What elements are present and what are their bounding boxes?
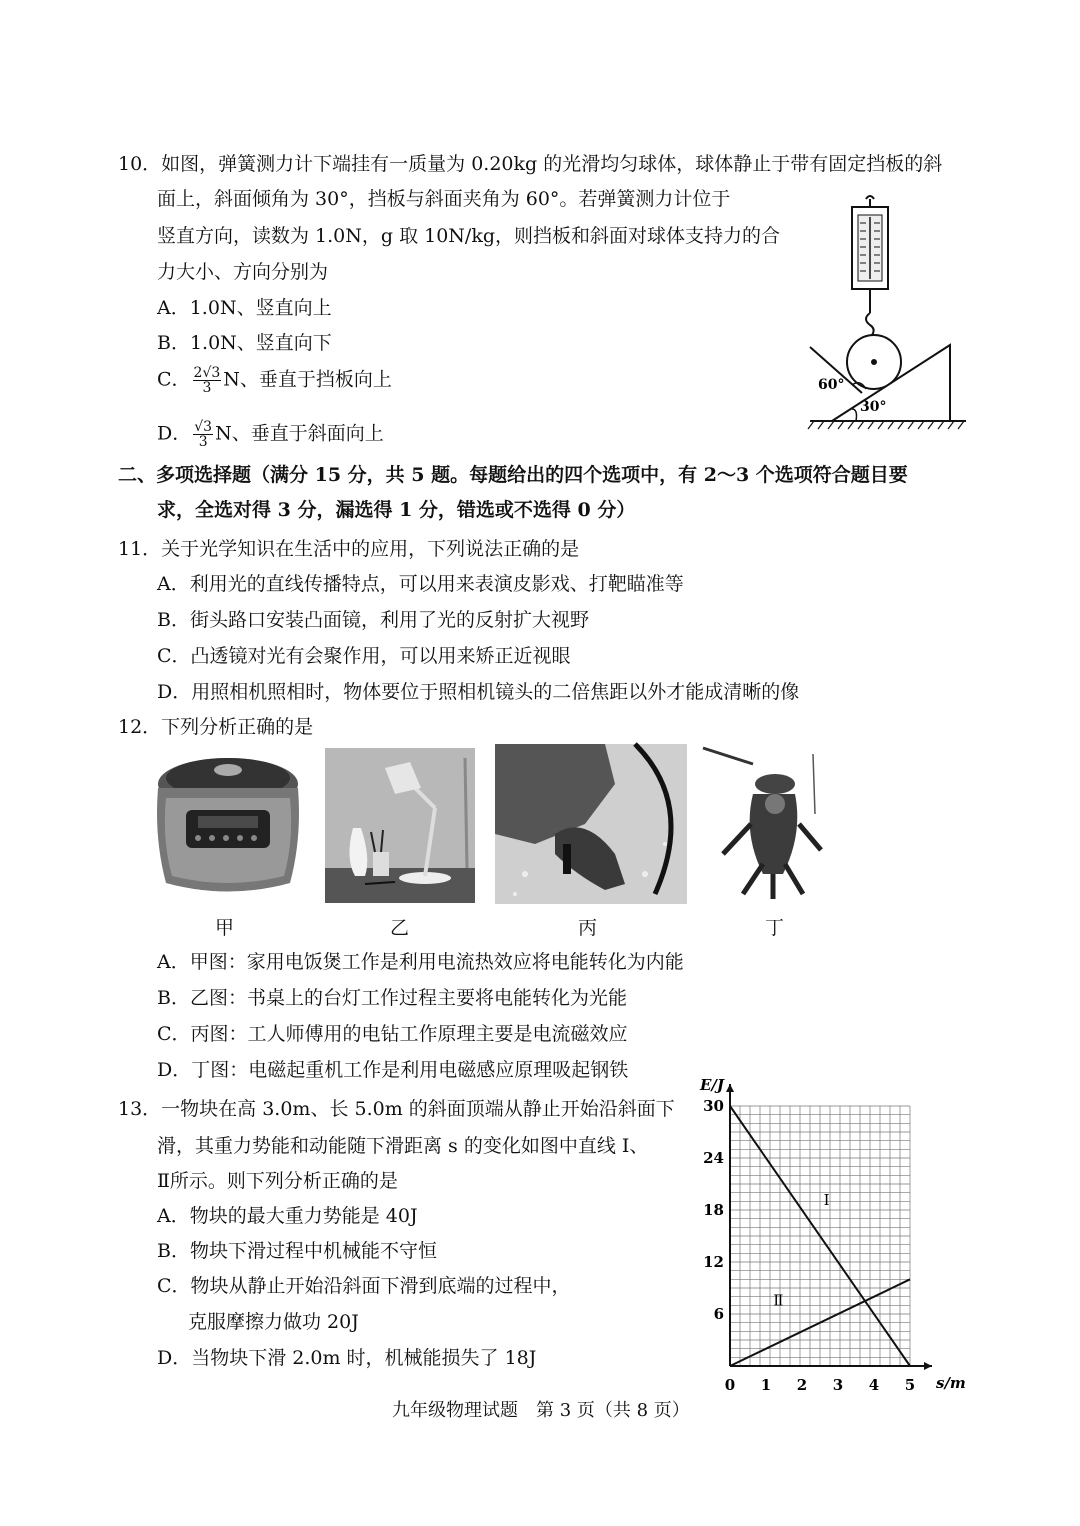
q10-line2: 面上，斜面倾角为 30°，挡板与斜面夹角为 60°。若弹簧测力计位于	[157, 188, 731, 210]
q10-figure	[800, 195, 980, 440]
q13-option-c-line2: 克服摩擦力做功 20J	[188, 1311, 359, 1333]
series-label-1: I	[823, 1190, 830, 1209]
q13-line1: 13．一物块在高 3.0m、长 5.0m 的斜面顶端从静止开始沿斜面下	[118, 1098, 675, 1120]
q10-option-a: A．1.0N、竖直向上	[157, 297, 332, 319]
x-tick-label: 3	[832, 1376, 844, 1394]
q13-option-b: B．物块下滑过程中机械能不守恒	[157, 1240, 437, 1262]
q13-option-c-line1: C．物块从静止开始沿斜面下滑到底端的过程中，	[157, 1275, 571, 1297]
caption-jia: 甲	[215, 917, 235, 939]
y-axis-arrow	[726, 1084, 734, 1092]
q11-stem: 11．关于光学知识在生活中的应用，下列说法正确的是	[118, 538, 580, 560]
fraction-numerator: √3	[194, 419, 213, 435]
angle-60-label: 60°	[818, 377, 845, 393]
q12-stem: 12．下列分析正确的是	[118, 716, 314, 738]
q10-line4: 力大小、方向分别为	[157, 261, 329, 283]
q10-option-c-fraction	[193, 366, 222, 395]
q12-option-a: A．甲图：家用电饭煲工作是利用电流热效应将电能转化为内能	[157, 951, 684, 973]
q10-option-b: B．1.0N、竖直向下	[157, 332, 332, 354]
q13-line3: Ⅱ所示。则下列分析正确的是	[157, 1170, 398, 1192]
electric-drill-photo	[495, 744, 687, 904]
q11-option-b: B．街头路口安装凸面镜，利用了光的反射扩大视野	[157, 609, 589, 631]
q11-option-d: D．用照相机照相时，物体要位于照相机镜头的二倍焦距以外才能成清晰的像	[157, 681, 800, 703]
q10-option-c	[157, 366, 392, 395]
x-axis-arrow	[924, 1362, 932, 1370]
x-tick-label: 5	[904, 1376, 916, 1394]
x-axis-label: s/m	[936, 1374, 966, 1392]
q10-line1: 10．如图，弹簧测力计下端挂有一质量为 0.20kg 的光滑均匀球体，球体静止于带有固定挡板的斜	[118, 153, 943, 175]
caption-ding: 丁	[765, 917, 785, 939]
y-tick-label: 30	[703, 1097, 724, 1115]
section2-line2: 求，全选对得 3 分，漏选得 1 分，错选或不选得 0 分）	[157, 499, 636, 521]
rice-cooker-photo	[148, 748, 308, 900]
desk-lamp-photo	[325, 748, 475, 903]
q10-line3: 竖直方向，读数为 1.0N，g 取 10N/kg，则挡板和斜面对球体支持力的合	[157, 225, 781, 247]
caption-bing: 丙	[578, 917, 598, 939]
q10-option-d	[157, 420, 384, 449]
q10-option-c-prefix: C．	[157, 368, 191, 391]
fraction-denominator: 3	[198, 434, 208, 450]
q11-option-a: A．利用光的直线传播特点，可以用来表演皮影戏、打靶瞄准等	[157, 573, 684, 595]
electromagnetic-crane-photo	[703, 744, 843, 904]
q10-option-d-prefix: D．	[157, 422, 192, 445]
y-tick-label: 12	[703, 1253, 724, 1271]
q10-option-d-suffix: N、垂直于斜面向上	[215, 422, 384, 445]
y-tick-label: 6	[713, 1305, 724, 1323]
x-tick-label: 0	[724, 1376, 736, 1394]
series-label-2: Ⅱ	[773, 1291, 784, 1310]
y-tick-label: 24	[703, 1149, 724, 1167]
q11-option-c: C．凸透镜对光有会聚作用，可以用来矫正近视眼	[157, 645, 571, 667]
angle-30-label: 30°	[860, 399, 887, 415]
q13-option-a: A．物块的最大重力势能是 40J	[157, 1205, 418, 1227]
energy-distance-chart	[690, 1070, 966, 1400]
section2-line1: 二、多项选择题（满分 15 分，共 5 题。每题给出的四个选项中，有 2～3 个选项符合题目要	[118, 464, 908, 486]
x-tick-label: 2	[796, 1376, 808, 1394]
y-tick-label: 18	[703, 1201, 724, 1219]
fraction-denominator: 3	[202, 380, 212, 396]
caption-yi: 乙	[390, 917, 410, 939]
q13-line2: 滑，其重力势能和动能随下滑距离 s 的变化如图中直线 I、	[157, 1135, 649, 1157]
q12-option-b: B．乙图：书桌上的台灯工作过程主要将电能转化为光能	[157, 987, 627, 1009]
x-tick-label: 1	[760, 1376, 772, 1394]
page-footer: 九年级物理试题 第 3 页（共 8 页）	[392, 1400, 690, 1421]
q10-option-c-suffix: N、垂直于挡板向上	[223, 368, 392, 391]
q12-option-d: D．丁图：电磁起重机工作是利用电磁感应原理吸起钢铁	[157, 1059, 629, 1081]
q12-option-c: C．丙图：工人师傅用的电钻工作原理主要是电流磁效应	[157, 1023, 628, 1045]
x-tick-label: 4	[868, 1376, 880, 1394]
q10-option-d-fraction	[193, 420, 213, 449]
y-axis-label: E/J	[700, 1076, 725, 1094]
q13-option-d: D．当物块下滑 2.0m 时，机械能损失了 18J	[157, 1347, 537, 1369]
fraction-numerator: 2√3	[193, 365, 221, 381]
